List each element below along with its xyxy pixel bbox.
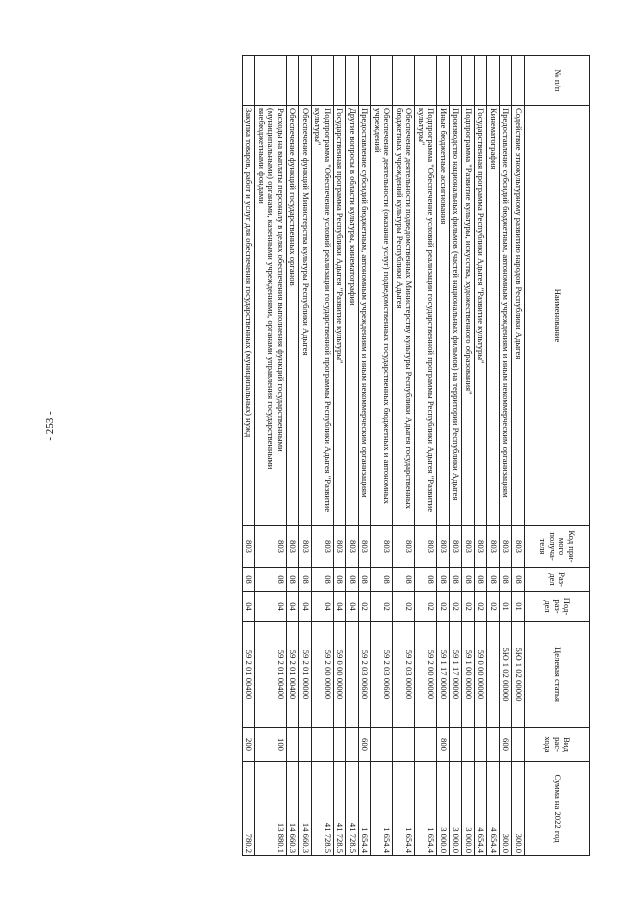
cell-article: 5Ю 1 02 00000 — [500, 622, 513, 728]
cell-type: 600 — [500, 728, 513, 762]
cell-article: 59 2 01 00400 — [243, 622, 256, 728]
cell-num — [346, 56, 359, 106]
cell-article — [346, 622, 359, 728]
header-section: Раз- дел — [525, 568, 590, 592]
cell-name: Обеспечение функций Министерства культуры Республики Адыгея — [299, 106, 312, 526]
cell-type: 100 — [255, 728, 287, 762]
table-row — [287, 56, 300, 856]
cell-article: 59 1 17 00000 — [450, 622, 463, 728]
cell-name: Предоставление субсидий бюджетным, автономным учреждениям и иным некоммерческим организациям — [500, 106, 513, 526]
cell-section: 08 — [371, 568, 393, 592]
cell-type — [299, 728, 312, 762]
cell-num — [312, 56, 334, 106]
cell-type: 800 — [437, 728, 450, 762]
cell-num — [500, 56, 513, 106]
cell-subsection: 02 — [475, 592, 488, 622]
cell-num — [415, 56, 437, 106]
cell-type — [287, 728, 300, 762]
cell-sum: 41 728.5 — [346, 762, 359, 856]
table-row — [415, 56, 437, 856]
cell-num — [334, 56, 347, 106]
cell-code: 803 — [346, 526, 359, 568]
cell-code: 803 — [393, 526, 415, 568]
cell-type — [393, 728, 415, 762]
cell-section: 08 — [359, 568, 372, 592]
cell-type — [415, 728, 437, 762]
cell-type — [487, 728, 500, 762]
cell-num — [243, 56, 256, 106]
cell-sum: 3 000.0 — [437, 762, 450, 856]
cell-type — [334, 728, 347, 762]
cell-sum: 780.2 — [243, 762, 256, 856]
cell-name: Кинематография — [487, 106, 500, 526]
cell-type — [462, 728, 475, 762]
cell-sum: 1 654.4 — [393, 762, 415, 856]
table-row — [371, 56, 393, 856]
cell-subsection: 01 — [500, 592, 513, 622]
cell-name: Обеспечение деятельности подведомственных Министерству культуры Республики Адыгея государственных бюджетных учреждений культуры Республики Адыгея — [393, 106, 415, 526]
cell-section: 08 — [334, 568, 347, 592]
cell-type — [512, 728, 525, 762]
cell-subsection: 02 — [359, 592, 372, 622]
cell-type — [450, 728, 463, 762]
cell-num — [393, 56, 415, 106]
cell-sum: 1 654.4 — [359, 762, 372, 856]
table-row — [462, 56, 475, 856]
cell-subsection: 02 — [371, 592, 393, 622]
header-subsection: Под- раз- дел — [525, 592, 590, 622]
cell-type — [475, 728, 488, 762]
cell-code: 803 — [512, 526, 525, 568]
cell-type — [371, 728, 393, 762]
cell-sum: 4 654.4 — [487, 762, 500, 856]
cell-num — [437, 56, 450, 106]
table-row — [299, 56, 312, 856]
cell-section: 08 — [500, 568, 513, 592]
cell-section: 08 — [312, 568, 334, 592]
cell-name: Закупка товаров, работ и услуг для обеспечения государственных (муниципальных) нужд — [243, 106, 256, 526]
rotated-page — [120, 55, 590, 855]
cell-code: 803 — [243, 526, 256, 568]
table-row — [437, 56, 450, 856]
page-number: - 253 - — [44, 411, 56, 441]
cell-code: 803 — [487, 526, 500, 568]
cell-subsection: 04 — [334, 592, 347, 622]
cell-name: Другие вопросы в области культуры, кинематографии — [346, 106, 359, 526]
cell-section: 08 — [299, 568, 312, 592]
table-body — [243, 56, 525, 856]
cell-code: 803 — [255, 526, 287, 568]
table-row — [475, 56, 488, 856]
cell-num — [255, 56, 287, 106]
cell-code: 803 — [334, 526, 347, 568]
cell-sum: 3 000.0 — [450, 762, 463, 856]
cell-code: 803 — [415, 526, 437, 568]
cell-sum: 14 660.3 — [299, 762, 312, 856]
cell-name: Обеспечение деятельности (оказание услуг) подведомственных государственных бюджетных и автономных учреждений — [371, 106, 393, 526]
cell-sum: 300.0 — [500, 762, 513, 856]
cell-sum: 4 654.4 — [475, 762, 488, 856]
header-code: Код при- мого получа- теля — [525, 526, 590, 568]
cell-code: 803 — [500, 526, 513, 568]
cell-sum: 1 654.4 — [371, 762, 393, 856]
table-row — [500, 56, 513, 856]
cell-name: Государственная программа Республики Адыгея "Развитие культуры" — [334, 106, 347, 526]
cell-section: 08 — [487, 568, 500, 592]
cell-name: Предоставление субсидий бюджетным, автономным учреждениям и иным некоммерческим организациям — [359, 106, 372, 526]
cell-sum: 1 654.4 — [415, 762, 437, 856]
cell-article: 59 2 00 00000 — [415, 622, 437, 728]
cell-section: 08 — [475, 568, 488, 592]
table-row — [243, 56, 256, 856]
cell-section: 08 — [346, 568, 359, 592]
cell-article: 59 2 03 00600 — [371, 622, 393, 728]
cell-num — [487, 56, 500, 106]
cell-subsection: 04 — [299, 592, 312, 622]
cell-code: 803 — [299, 526, 312, 568]
table-row — [312, 56, 334, 856]
cell-num — [450, 56, 463, 106]
header-name: Наименование — [525, 106, 590, 526]
cell-section: 08 — [450, 568, 463, 592]
cell-code: 803 — [475, 526, 488, 568]
cell-code: 803 — [287, 526, 300, 568]
cell-code: 803 — [450, 526, 463, 568]
cell-num — [359, 56, 372, 106]
cell-sum: 3 000.0 — [462, 762, 475, 856]
cell-subsection: 04 — [346, 592, 359, 622]
cell-article: 59 2 01 00000 — [299, 622, 312, 728]
cell-code: 803 — [437, 526, 450, 568]
table-row — [334, 56, 347, 856]
cell-section: 08 — [437, 568, 450, 592]
cell-subsection: 01 — [512, 592, 525, 622]
header-row — [525, 56, 590, 856]
cell-article: 59 0 00 00000 — [475, 622, 488, 728]
cell-subsection: 02 — [450, 592, 463, 622]
cell-num — [512, 56, 525, 106]
cell-article: 59 2 00 00000 — [312, 622, 334, 728]
header-type: Вид рас- хода — [525, 728, 590, 762]
cell-article: 59 2 01 00400 — [287, 622, 300, 728]
cell-num — [299, 56, 312, 106]
cell-sum: 41 728.5 — [334, 762, 347, 856]
cell-subsection: 02 — [487, 592, 500, 622]
cell-article: 59 2 01 00400 — [255, 622, 287, 728]
cell-sum: 300.0 — [512, 762, 525, 856]
table-row — [255, 56, 287, 856]
cell-article: 5Ю 1 02 00000 — [512, 622, 525, 728]
cell-subsection: 02 — [437, 592, 450, 622]
cell-article: 59 0 00 00000 — [334, 622, 347, 728]
table-row — [512, 56, 525, 856]
table-row — [359, 56, 372, 856]
cell-subsection: 04 — [287, 592, 300, 622]
cell-num — [462, 56, 475, 106]
header-num: № п/п — [525, 56, 590, 106]
cell-type: 600 — [359, 728, 372, 762]
cell-subsection: 02 — [393, 592, 415, 622]
cell-name: Расходы на выплаты персоналу в целях обеспечения выполнения функций государственными (муниципальными) органами, казенными учреждениями, органами управления государственными внебюджетными фондами — [255, 106, 287, 526]
cell-section: 08 — [512, 568, 525, 592]
budget-table — [242, 55, 590, 856]
cell-name: Государственная программа Республики Адыгея "Развитие культуры" — [475, 106, 488, 526]
cell-num — [475, 56, 488, 106]
table-row — [393, 56, 415, 856]
cell-code: 803 — [359, 526, 372, 568]
table-row — [450, 56, 463, 856]
cell-article — [487, 622, 500, 728]
cell-type — [312, 728, 334, 762]
cell-name: Подпрограмма "Обеспечение условий реализации государственной программы Республики Адыгея "Развитие культуры" — [312, 106, 334, 526]
table-row — [346, 56, 359, 856]
cell-sum: 41 728.5 — [312, 762, 334, 856]
cell-section: 08 — [393, 568, 415, 592]
cell-sum: 14 660.3 — [287, 762, 300, 856]
cell-name: Содействие этнокультурному развитию народов Республики Адыгея — [512, 106, 525, 526]
cell-code: 803 — [371, 526, 393, 568]
cell-section: 08 — [255, 568, 287, 592]
cell-article: 59 2 03 00000 — [393, 622, 415, 728]
cell-section: 08 — [462, 568, 475, 592]
cell-name: Обеспечение функций государственных органов — [287, 106, 300, 526]
cell-subsection: 02 — [415, 592, 437, 622]
cell-num — [287, 56, 300, 106]
header-sum: Сумма на 2022 год — [525, 762, 590, 856]
cell-subsection: 02 — [462, 592, 475, 622]
cell-name: Подпрограмма "Обеспечение условий реализации государственной программы Республики Адыгея "Развитие культуры" — [415, 106, 437, 526]
table-row — [487, 56, 500, 856]
cell-code: 803 — [462, 526, 475, 568]
cell-num — [371, 56, 393, 106]
cell-name: Производство национальных фильмов (частей национальных фильмов) на территории Республики Адыгея — [450, 106, 463, 526]
cell-section: 08 — [243, 568, 256, 592]
cell-section: 08 — [415, 568, 437, 592]
cell-section: 08 — [287, 568, 300, 592]
header-article: Целевая статья — [525, 622, 590, 728]
cell-subsection: 04 — [243, 592, 256, 622]
cell-subsection: 04 — [312, 592, 334, 622]
cell-name: Иные бюджетные ассигнования — [437, 106, 450, 526]
cell-article: 59 1 17 00000 — [437, 622, 450, 728]
cell-article: 59 2 03 00600 — [359, 622, 372, 728]
cell-type: 200 — [243, 728, 256, 762]
cell-sum: 13 880.1 — [255, 762, 287, 856]
cell-type — [346, 728, 359, 762]
cell-subsection: 04 — [255, 592, 287, 622]
cell-name: Подпрограмма "Развитие культуры, искусства, художественного образования" — [462, 106, 475, 526]
cell-article: 59 1 00 00000 — [462, 622, 475, 728]
cell-code: 803 — [312, 526, 334, 568]
